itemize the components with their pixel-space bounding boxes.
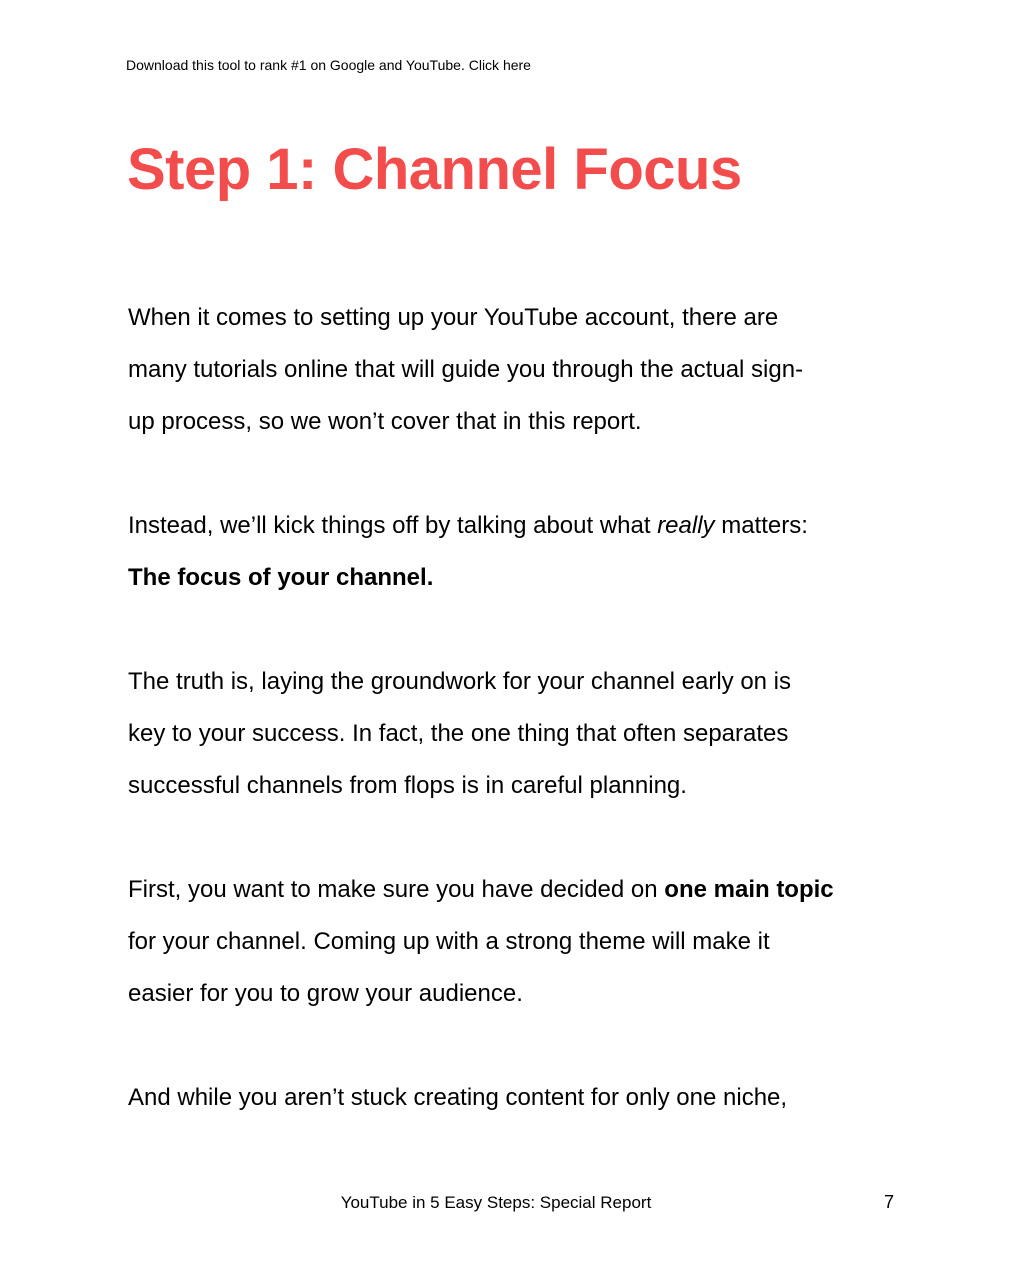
emphasis-text: really bbox=[657, 512, 715, 539]
footer-report-title: YouTube in 5 Easy Steps: Special Report bbox=[340, 1193, 652, 1212]
text-line: The truth is, laying the groundwork for your channel early on is bbox=[128, 668, 792, 695]
body-content bbox=[128, 292, 908, 1124]
text-line: successful channels from flops is in careful planning. bbox=[128, 772, 687, 799]
text-line: key to your success. In fact, the one thing that often separates bbox=[128, 720, 789, 747]
text-line: And while you aren’t stuck creating content for only one niche, bbox=[128, 1084, 788, 1111]
paragraph-1 bbox=[128, 292, 908, 448]
text-line: easier for you to grow your audience. bbox=[128, 980, 523, 1007]
text-line: When it comes to setting up your YouTube account, there are bbox=[128, 304, 779, 331]
text-line: for your channel. Coming up with a strong theme will make it bbox=[128, 928, 770, 955]
paragraph-5 bbox=[128, 1072, 908, 1124]
text-line: up process, so we won’t cover that in this report. bbox=[128, 408, 642, 435]
text-line: First, you want to make sure you have decided on bbox=[128, 876, 665, 903]
text-line: many tutorials online that will guide you through the actual sign- bbox=[128, 356, 804, 383]
promo-link[interactable]: Download this tool to rank #1 on Google and YouTube. Click here bbox=[126, 57, 531, 73]
bold-text: The focus of your channel. bbox=[128, 564, 434, 591]
paragraph-3 bbox=[128, 656, 908, 812]
page-number: 7 bbox=[884, 1192, 895, 1212]
paragraph-4 bbox=[128, 864, 908, 1020]
paragraph-2 bbox=[128, 500, 908, 604]
text-line: matters: bbox=[714, 512, 808, 539]
text-line: Instead, we’ll kick things off by talking about what bbox=[128, 512, 658, 539]
bold-text: one main topic bbox=[664, 876, 834, 903]
page-title: Step 1: Channel Focus bbox=[127, 137, 742, 202]
